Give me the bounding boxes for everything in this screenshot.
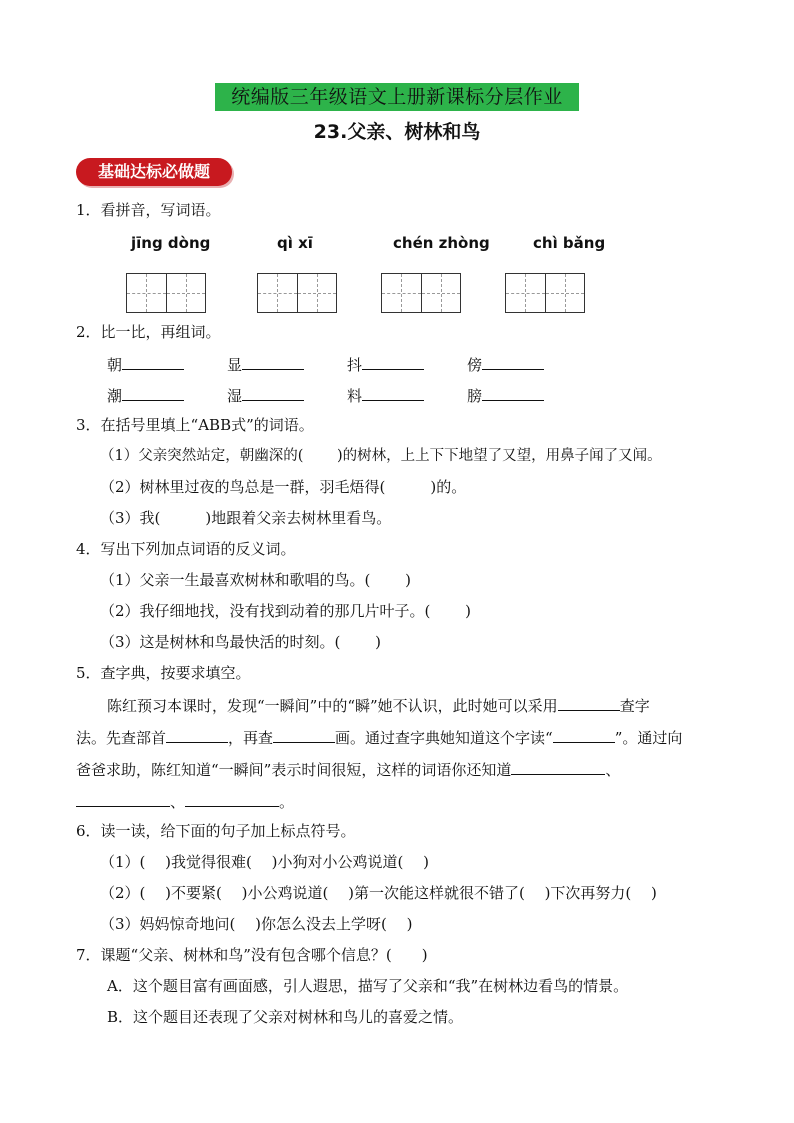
writing-grid-2[interactable] xyxy=(257,273,337,313)
answer-blank[interactable] xyxy=(511,758,605,775)
char-label: 膀 xyxy=(467,387,483,405)
answer-blank[interactable] xyxy=(166,726,228,743)
text-segment: 查字 xyxy=(619,697,650,715)
question-5-line-3 xyxy=(76,758,620,780)
compare-char xyxy=(107,353,184,375)
question-3-item-3: （3）我( )地跟着父亲去树林里看鸟。 xyxy=(100,509,392,527)
compare-char xyxy=(107,384,184,406)
pinyin-1: jīng dòng xyxy=(131,234,211,252)
pinyin-2: qì xī xyxy=(277,234,313,252)
compare-char xyxy=(227,384,304,406)
writing-grid-1[interactable] xyxy=(126,273,206,313)
compare-char xyxy=(347,353,424,375)
answer-blank[interactable] xyxy=(242,384,304,401)
question-1-stem: 1．看拼音，写词语。 xyxy=(76,201,221,219)
compare-char xyxy=(467,353,544,375)
text-segment: 爸爸求助，陈红知道“一瞬间”表示时间很短，这样的词语你还知道 xyxy=(76,761,512,779)
question-3-stem: 3．在括号里填上“ABB式”的词语。 xyxy=(76,416,314,434)
answer-blank[interactable] xyxy=(362,353,424,370)
series-banner: 统编版三年级语文上册新课标分层作业 xyxy=(215,83,579,111)
answer-blank[interactable] xyxy=(76,790,170,807)
answer-blank[interactable] xyxy=(122,353,184,370)
char-label: 潮 xyxy=(107,387,123,405)
question-2-stem: 2．比一比，再组词。 xyxy=(76,323,221,341)
text-segment: 法。先查部首 xyxy=(76,729,167,747)
question-5-line-4 xyxy=(76,790,294,812)
answer-blank[interactable] xyxy=(558,694,620,711)
text-segment: 画。通过查字典她知道这个字读“ xyxy=(335,729,553,747)
text-segment: 陈红预习本课时，发现“一瞬间”中的“瞬”她不认识，此时她可以采用 xyxy=(107,697,558,715)
section-badge: 基础达标必做题 xyxy=(76,158,232,186)
question-6-item-2: （2）( )不要紧( )小公鸡说道( )第一次能这样就很不错了( )下次再努力( ) xyxy=(100,884,657,902)
question-7-stem: 7．课题“父亲、树林和鸟”没有包含哪个信息？( ) xyxy=(76,946,428,964)
text-segment: ”。通过向 xyxy=(614,729,683,747)
question-7-option-b: B．这个题目还表现了父亲对树林和鸟儿的喜爱之情。 xyxy=(107,1008,464,1026)
char-label: 显 xyxy=(227,356,243,374)
compare-char xyxy=(347,384,424,406)
question-4-item-3: （3）这是树林和鸟最快活的时刻。( ) xyxy=(100,633,382,651)
text-segment: 、 xyxy=(170,793,186,811)
text-segment: ，再查 xyxy=(228,729,274,747)
char-label: 湿 xyxy=(227,387,243,405)
char-label: 朝 xyxy=(107,356,123,374)
question-6-stem: 6．读一读，给下面的句子加上标点符号。 xyxy=(76,822,356,840)
pinyin-3: chén zhòng xyxy=(393,234,490,252)
question-4-item-1: （1）父亲一生最喜欢树林和歌唱的鸟。( ) xyxy=(100,571,412,589)
question-7-option-a: A．这个题目富有画面感，引人遐思，描写了父亲和“我”在树林边看鸟的情景。 xyxy=(107,977,629,995)
answer-blank[interactable] xyxy=(553,726,615,743)
question-3-item-1: （1）父亲突然站定，朝幽深的( )的树林，上上下下地望了又望，用鼻子闻了又闻。 xyxy=(100,448,662,464)
question-4-item-2: （2）我仔细地找，没有找到动着的那几片叶子。( ) xyxy=(100,602,472,620)
question-6-item-1: （1）( )我觉得很难( )小狗对小公鸡说道( ) xyxy=(100,853,429,871)
answer-blank[interactable] xyxy=(362,384,424,401)
answer-blank[interactable] xyxy=(122,384,184,401)
writing-grid-4[interactable] xyxy=(505,273,585,313)
text-segment: 、 xyxy=(605,761,621,779)
question-5-stem: 5．查字典，按要求填空。 xyxy=(76,664,251,682)
answer-blank[interactable] xyxy=(482,353,544,370)
lesson-title: 23.父亲、树林和鸟 xyxy=(313,121,481,143)
question-6-item-3: （3）妈妈惊奇地问( )你怎么没去上学呀( ) xyxy=(100,915,413,933)
pinyin-4: chì bǎng xyxy=(533,234,606,252)
text-segment: 。 xyxy=(279,793,295,811)
answer-blank[interactable] xyxy=(242,353,304,370)
answer-blank[interactable] xyxy=(273,726,335,743)
char-label: 抖 xyxy=(347,356,363,374)
answer-blank[interactable] xyxy=(185,790,279,807)
question-4-stem: 4．写出下列加点词语的反义词。 xyxy=(76,540,296,558)
question-3-item-2: （2）树林里过夜的鸟总是一群，羽毛焐得( )的。 xyxy=(100,478,467,496)
question-5-line-2 xyxy=(76,726,682,748)
question-5-line-1 xyxy=(107,694,650,716)
answer-blank[interactable] xyxy=(482,384,544,401)
compare-char xyxy=(467,384,544,406)
char-label: 料 xyxy=(347,387,363,405)
char-label: 傍 xyxy=(467,356,483,374)
compare-char xyxy=(227,353,304,375)
writing-grid-3[interactable] xyxy=(381,273,461,313)
